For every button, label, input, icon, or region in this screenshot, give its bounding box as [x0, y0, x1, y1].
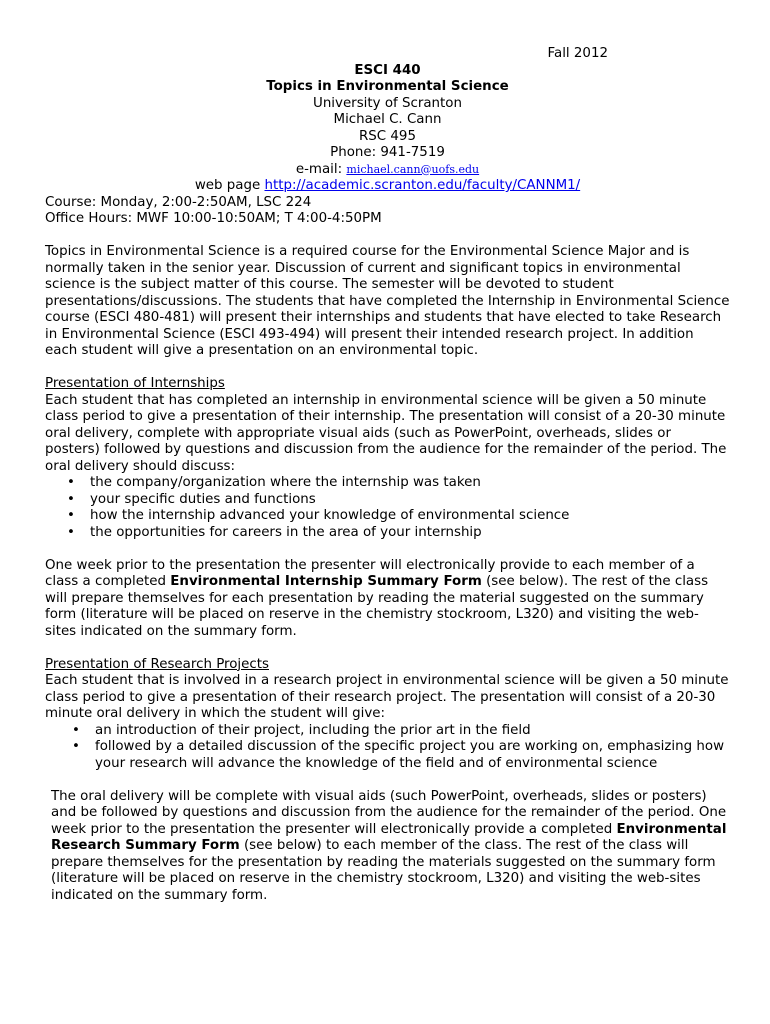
web-page-link[interactable]: http://academic.scranton.edu/faculty/CANNM1/ [264, 178, 581, 193]
intro-paragraph: Topics in Environmental Science is a required course for the Environmental Science Major and is normally taken in the senior year. Discussion of current and significant topics in environmental science is the subject matter of this course. The semester will be devoted to student presentations/discussions. The students that have completed the Internship in Environmental Science course (ESCI 480-481) will present their internships and students that have elected to take Research in Environmental Science (ESCI 493-494) will present their intended research project. In addition each student will give a presentation on an environmental topic. [45, 244, 730, 358]
internship-form-name: Environmental Internship Summary Form [170, 574, 482, 589]
bullet-icon: • [67, 475, 75, 490]
internships-paragraph: Each student that has completed an internship in environmental science will be given a 50 minute class period to give a presentation of their internship. The presentation will consist of a 20-30 minute oral delivery, complete with appropriate visual aids (such as PowerPoint, overheads, slides or posters) followed by questions and discussion from the audience for the remainder of the period. The oral delivery should discuss: [45, 392, 727, 474]
list-item: • your specific duties and functions [67, 491, 316, 507]
bullet-icon: • [72, 722, 80, 738]
bullet-icon: • [67, 524, 75, 540]
bullet-icon: • [72, 739, 80, 754]
research-bullet-list [45, 723, 730, 773]
email-line [45, 162, 730, 179]
list-item: • the company/organization where the internship was taken [67, 475, 481, 490]
syllabus-page [45, 46, 730, 904]
internship-form-paragraph: One week prior to the presentation the presenter will electronically provide to each member of a class a completed Environmental Internship Summary Form (see below). The rest of the class will prepare themselves for each presentation by reading the material suggested on the summary form (literature will be placed on reserve in the chemistry stockroom, L320) and visiting the web-sites indicated on the summary form. [45, 557, 709, 639]
bullet-icon: • [67, 491, 75, 507]
research-form-paragraph: The oral delivery will be complete with visual aids (such PowerPoint, overheads, slides or posters) and be followed by questions and discussion from the audience for the remainder of the period. One week prior to the presentation the presenter will electronically provide a completed Environmental Research Summary Form (see below) to each member of the class. The rest of the class will prepare themselves for the presentation by reading the materials suggested on the summary form (literature will be placed on reserve in the chemistry stockroom, L320) and visiting the web-sites indicated on the summary form. [51, 788, 727, 903]
office-location: RSC 495 [359, 128, 416, 144]
web-page-label: web page [194, 178, 265, 193]
list-item: • the opportunities for careers in the area of your internship [67, 524, 482, 540]
list-item: • how the internship advanced your knowledge of environmental science [67, 508, 570, 523]
email-link[interactable]: michael.cann@uofs.edu [346, 162, 480, 176]
office-hours: Office Hours: MWF 10:00-10:50AM; T 4:00-4:50PM [45, 211, 382, 226]
internships-heading: Presentation of Internships [45, 376, 225, 391]
list-item: • followed by a detailed discussion of the specific project you are working on, emphasizing how your research will advance the knowledge of the field and of environmental science [72, 739, 725, 771]
email-label: e-mail: [295, 161, 347, 177]
instructor-name: Michael C. Cann [333, 112, 442, 127]
research-form-name: Environmental Research Summary Form [51, 821, 727, 853]
phone-number: Phone: 941-7519 [330, 145, 445, 160]
web-page-line [45, 178, 730, 195]
semester-label: Fall 2012 [547, 46, 608, 61]
list-item: • an introduction of their project, including the prior art in the field [72, 722, 531, 738]
course-title: Topics in Environmental Science [266, 79, 509, 94]
research-paragraph: Each student that is involved in a research project in environmental science will be given a 50 minute class period to give a presentation of their research project. The presentation will consist of a 20-30 minute oral delivery in which the student will give: [45, 673, 729, 721]
internships-bullet-list [45, 475, 730, 541]
bullet-icon: • [67, 508, 75, 523]
research-heading: Presentation of Research Projects [45, 656, 269, 672]
course-time: Course: Monday, 2:00-2:50AM, LSC 224 [45, 194, 312, 210]
university-name: University of Scranton [313, 95, 462, 111]
course-code: ESCI 440 [354, 62, 421, 78]
